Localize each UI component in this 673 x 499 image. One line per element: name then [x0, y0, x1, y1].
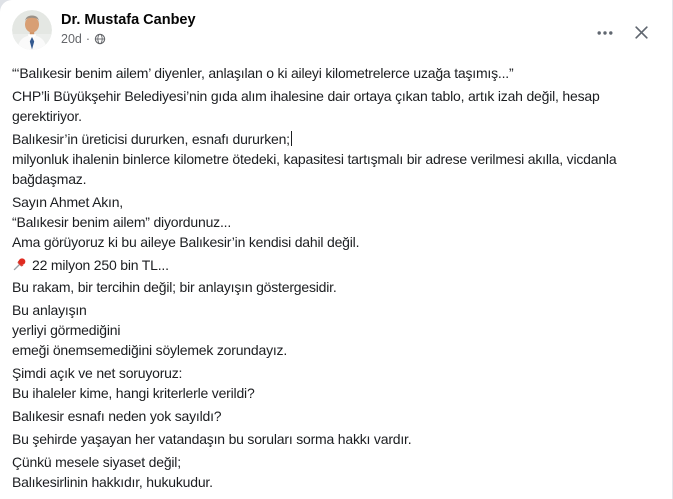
post-paragraph: [12, 63, 658, 83]
post-body: [0, 50, 672, 495]
header-meta: [61, 10, 591, 47]
post-paragraph: [12, 429, 658, 449]
meta-separator: ·: [85, 32, 91, 46]
three-dots-icon: [596, 24, 614, 42]
post-header: [0, 0, 672, 50]
author-name[interactable]: Dr. Mustafa Canbey: [61, 12, 196, 28]
post-line: Sayın Ahmet Akın,: [12, 194, 123, 210]
header-actions: [591, 10, 660, 47]
post-paragraph: [12, 300, 658, 360]
post-line: Ama görüyoruz ki bu aileye Balıkesir’in kendisi dahil değil.: [12, 234, 360, 250]
post-line: Bu anlayışın: [12, 302, 87, 318]
post-line: bağdaşmaz.: [12, 171, 87, 187]
post-line: emeği önemsemediğini söylemek zorundayız.: [12, 342, 288, 358]
text-cursor: [291, 131, 292, 146]
post-line: Şimdi açık ve net soruyoruz:: [12, 365, 183, 381]
post-line: yerliyi görmediğini: [12, 322, 121, 338]
post-line: Balıkesir esnafı neden yok sayıldı?: [12, 408, 222, 424]
post-line: Balıkesirlinin hakkıdır, hukukudur.: [12, 474, 213, 490]
post-paragraph: [12, 452, 658, 492]
post-line: “Balıkesir benim ailem” diyordunuz...: [12, 214, 232, 230]
post-paragraph: [12, 86, 658, 126]
globe-icon: [94, 33, 106, 45]
post-line: Bu şehirde yaşayan her vatandaşın bu soruları sorma hakkı vardır.: [12, 431, 412, 447]
post-paragraph: [12, 255, 658, 297]
post-line: Balıkesir’in üreticisi dururken, esnafı dururken;: [12, 131, 290, 147]
post-paragraph: [12, 129, 658, 189]
close-x-icon: [632, 23, 651, 42]
post-line: CHP’li Büyükşehir Belediyesi’nin gıda alım ihalesine dair ortaya çıkan tablo, artık izah değil, hesap: [12, 88, 600, 104]
avatar[interactable]: [12, 10, 52, 50]
post-line: Çünkü mesele siyaset değil;: [12, 454, 181, 470]
post-line: milyonluk ihalenin binlerce kilometre ötedeki, kapasitesi tartışmalı bir adrese verilmesi akılla, vicdanla: [12, 151, 617, 167]
more-options-button[interactable]: [591, 19, 619, 47]
post-line: Bu rakam, bir tercihin değil; bir anlayışın göstergesidir.: [12, 279, 337, 295]
post-line: gerektiriyor.: [12, 108, 82, 124]
post-paragraph: [12, 192, 658, 252]
post-line: “‘Balıkesir benim ailem’ diyenler, anlaşılan o ki aileyi kilometrelerce uzağa taşımış...”: [12, 65, 514, 81]
post-paragraph: [12, 363, 658, 403]
pushpin-icon: [12, 257, 27, 277]
avatar-photo: [12, 10, 52, 50]
close-button[interactable]: [627, 18, 656, 47]
post-paragraph: [12, 406, 658, 426]
post-line: 22 milyon 250 bin TL...: [12, 255, 658, 277]
timestamp[interactable]: 20d: [61, 32, 82, 46]
post-line: Bu ihaleler kime, hangi kriterlerle verildi?: [12, 385, 255, 401]
post-meta-row: [61, 31, 591, 47]
